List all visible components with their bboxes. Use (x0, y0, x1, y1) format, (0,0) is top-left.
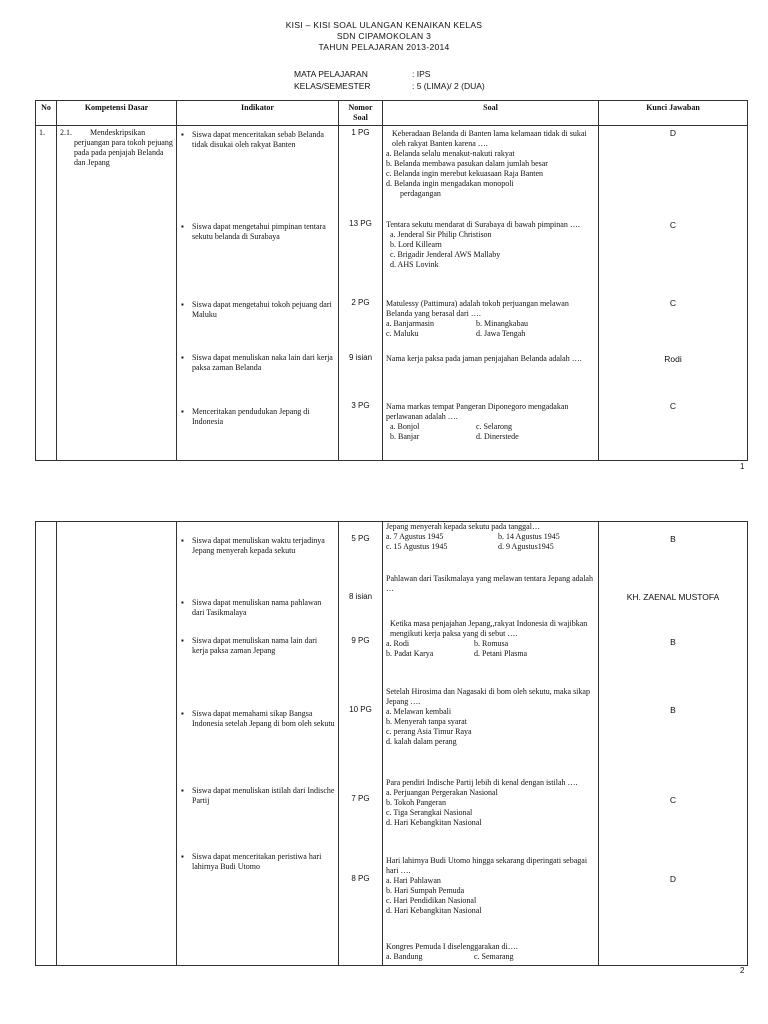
answer-option: a. Rodi (386, 639, 410, 648)
answer-option: c. Tiga Serangkai Nasional (386, 808, 473, 817)
answer-option: d. AHS Lovink (390, 260, 439, 269)
question-number: 8 isian (348, 592, 373, 601)
kompetensi-dasar (57, 126, 177, 461)
question (386, 856, 596, 916)
nomor-soal-column (339, 522, 383, 966)
question-stem: Keberadaan Belanda di Banten lama kelamaan tidak di sukai oleh rakyat Banten karena …. (392, 129, 587, 148)
answer-option: b. Romusa (474, 639, 509, 648)
question-number: 3 PG (351, 401, 370, 410)
answer-key: B (670, 534, 676, 544)
header-kd: Kompetensi Dasar (57, 101, 177, 126)
indikator-item: ▪ Menceritakan pendudukan Jepang di Indonesia (181, 407, 335, 427)
indikator-item: ▪ Siswa dapat memahami sikap Bangsa Indonesia setelah Jepang di bom oleh sekutu (181, 709, 335, 729)
answer-option: d. Jawa Tengah (476, 329, 526, 338)
question (386, 522, 596, 552)
subject-label: MATA PELAJARAN (294, 69, 368, 79)
answer-option: b. Belanda membawa pasukan dalam jumlah besar (386, 159, 548, 168)
question-number: 8 PG (351, 874, 370, 883)
question (386, 574, 596, 594)
answer-option: a. Jenderal Sir Philip Christison (390, 230, 492, 239)
answer-key: KH. ZAENAL MUSTOFA (626, 592, 720, 602)
header-indikator: Indikator (177, 101, 339, 126)
answer-key: D (669, 874, 677, 884)
header-soal: Soal (383, 101, 599, 126)
answer-option: a. Perjuangan Pergerakan Nasional (386, 788, 498, 797)
indikator-item: ▪ Siswa dapat mengetahui pimpinan tentara sekutu belanda di Surabaya (181, 222, 335, 242)
question-stem: Hari lahirnya Budi Utomo hingga sekarang diperingati sebagai hari …. (386, 856, 588, 875)
question (386, 942, 596, 962)
question-stem: Kongres Pemuda I diselenggarakan di…. (386, 942, 518, 951)
answer-key: Rodi (664, 354, 682, 364)
answer-option: a. Banjarmasin (386, 319, 434, 328)
answer-option: c. Belanda ingin merebut kekuasaan Raja Banten (386, 169, 544, 178)
indikator-item: ▪ Siswa dapat menceritakan peristiwa hari lahirnya Budi Utomo (181, 852, 335, 872)
header-kunci: Kunci Jawaban (599, 101, 748, 126)
answer-option: d. 9 Agustus1945 (498, 542, 554, 551)
answer-option: d. Hari Kebangkitan Nasional (386, 906, 482, 915)
indikator-item: ▪ Siswa dapat menuliskan naka lain dari kerja paksa zaman Belanda (181, 353, 335, 373)
row-number: 1. (36, 126, 57, 461)
question (386, 129, 596, 199)
kompetensi-dasar (57, 522, 177, 966)
answer-option: b. Banjar (390, 432, 420, 441)
answer-key: D (669, 128, 677, 138)
question-number: 13 PG (349, 219, 372, 228)
answer-key: C (669, 795, 677, 805)
answer-option: b. Hari Sumpah Pemuda (386, 886, 465, 895)
nomor-soal-column (339, 126, 383, 461)
answer-key: B (670, 705, 676, 715)
header-no: No (36, 101, 57, 126)
indikator-item: ▪ Siswa dapat menuliskan istilah dari Indische Partij (181, 786, 335, 806)
indikator-item: ▪ Siswa dapat menuliskan nama pahlawan dari Tasikmalaya (181, 598, 335, 618)
answer-option: c. Selarong (476, 422, 512, 431)
answer-option: d. Petani Plasma (474, 649, 528, 658)
question (386, 299, 596, 339)
question-number: 5 PG (351, 534, 370, 543)
class-value: : 5 (LIMA)/ 2 (DUA) (412, 81, 485, 91)
indikator-item: ▪ Siswa dapat menceritakan sebab Belanda tidak disukai oleh rakyat Banten (181, 130, 335, 150)
kunci-column (599, 522, 748, 966)
answer-option: a. Belanda selalu menakut-nakuti rakyat (386, 149, 515, 158)
academic-year: TAHUN PELAJARAN 2013-2014 (318, 42, 450, 52)
row-number (36, 522, 57, 966)
question (386, 687, 596, 747)
indikator-item: ▪ Siswa dapat menuliskan waktu terjadinya Jepang menyerah kepada sekutu (181, 536, 335, 556)
answer-option: c. Maluku (386, 329, 419, 338)
kd-number: 2.1. (60, 128, 72, 137)
answer-option: a. Bonjol (390, 422, 420, 431)
answer-key: B (670, 637, 676, 647)
page-number: 2 (740, 966, 745, 975)
answer-option: d. Hari Kebangkitan Nasional (386, 818, 482, 827)
question (386, 220, 596, 270)
question-stem: Matulessy (Pattimura) adalah tokoh perjuangan melawan Belanda yang berasal dari …. (386, 299, 569, 318)
question (386, 619, 596, 659)
indikator-item: ▪ Siswa dapat mengetahui tokoh pejuang dari Maluku (181, 300, 335, 320)
question-stem: Pahlawan dari Tasikmalaya yang melawan tentara Jepang adalah … (386, 574, 593, 593)
answer-option: c. Brigadir Jenderal AWS Mallaby (390, 250, 501, 259)
soal-column (383, 126, 599, 461)
answer-option: a. 7 Agustus 1945 (386, 532, 444, 541)
question-number: 9 isian (348, 353, 373, 362)
answer-key: C (669, 298, 677, 308)
answer-option: c. perang Asia Timur Raya (386, 727, 472, 736)
header-nomor-soal: Nomor Soal (339, 101, 383, 126)
answer-option: d. Dinerstede (476, 432, 519, 441)
kisi-table-page1 (35, 100, 748, 461)
indikator-column (177, 126, 339, 461)
answer-option: c. Semarang (474, 952, 514, 961)
kunci-column (599, 126, 748, 461)
question-stem: Tentara sekutu mendarat di Surabaya di bawah pimpinan …. (386, 220, 580, 229)
kisi-table-page2 (35, 521, 748, 966)
question (386, 778, 596, 828)
question-number: 2 PG (351, 298, 370, 307)
answer-option: b. Menyerah tanpa syarat (386, 717, 467, 726)
subject-value: : IPS (412, 69, 431, 79)
answer-option: b. Padat Karya (386, 649, 434, 658)
answer-option: b. Tokoh Pangeran (386, 798, 446, 807)
answer-option: b. Lord Killearn (390, 240, 442, 249)
question-stem: Nama kerja paksa pada jaman penjajahan Belanda adalah …. (386, 354, 582, 363)
question-stem: Nama markas tempat Pangeran Diponegoro mengadakan perlawanan adalah …. (386, 402, 569, 421)
answer-option: b. 14 Agustus 1945 (498, 532, 560, 541)
answer-option: a. Bandung (386, 952, 423, 961)
class-label: KELAS/SEMESTER (294, 81, 371, 91)
answer-option: a. Melawan kembali (386, 707, 452, 716)
answer-option: d. Belanda ingin mengadakan monopoli perdagangan (386, 179, 514, 198)
question (386, 354, 596, 364)
question-number: 10 PG (349, 705, 372, 714)
answer-key: C (669, 220, 677, 230)
answer-option: c. 15 Agustus 1945 (386, 542, 448, 551)
school-name: SDN CIPAMOKOLAN 3 (336, 31, 432, 41)
answer-key: C (669, 401, 677, 411)
page-number: 1 (740, 462, 745, 471)
answer-option: c. Hari Pendidikan Nasional (386, 896, 477, 905)
document-title: KISI – KISI SOAL ULANGAN KENAIKAN KELAS (285, 20, 483, 30)
question-stem: Ketika masa penjajahan Jepang,,rakyat Indonesia di wajibkan mengikuti kerja paksa yang di sebut …. (390, 619, 588, 638)
answer-option: d. kalah dalam perang (386, 737, 457, 746)
question-stem: Jepang menyerah kepada sekutu pada tanggal… (386, 522, 540, 531)
question-stem: Setelah Hirosima dan Nagasaki di bom oleh sekutu, maka sikap Jepang …. (386, 687, 590, 706)
question-stem: Para pendiri Indische Partij lebih di kenal dengan istilah …. (386, 778, 578, 787)
answer-option: b. Minangkabau (476, 319, 528, 328)
soal-column (383, 522, 599, 966)
indikator-item: ▪ Siswa dapat menuliskan nama lain dari kerja paksa zaman Jepang (181, 636, 335, 656)
question (386, 402, 596, 442)
kd-text: Mendeskripsikan perjuangan para tokoh pejuang pada pada penjajah Belanda dan Jepang (74, 128, 173, 167)
answer-option: a. Hari Pahlawan (386, 876, 441, 885)
indikator-column (177, 522, 339, 966)
question-number: 9 PG (351, 636, 370, 645)
question-number: 1 PG (351, 128, 370, 137)
question-number: 7 PG (351, 794, 370, 803)
